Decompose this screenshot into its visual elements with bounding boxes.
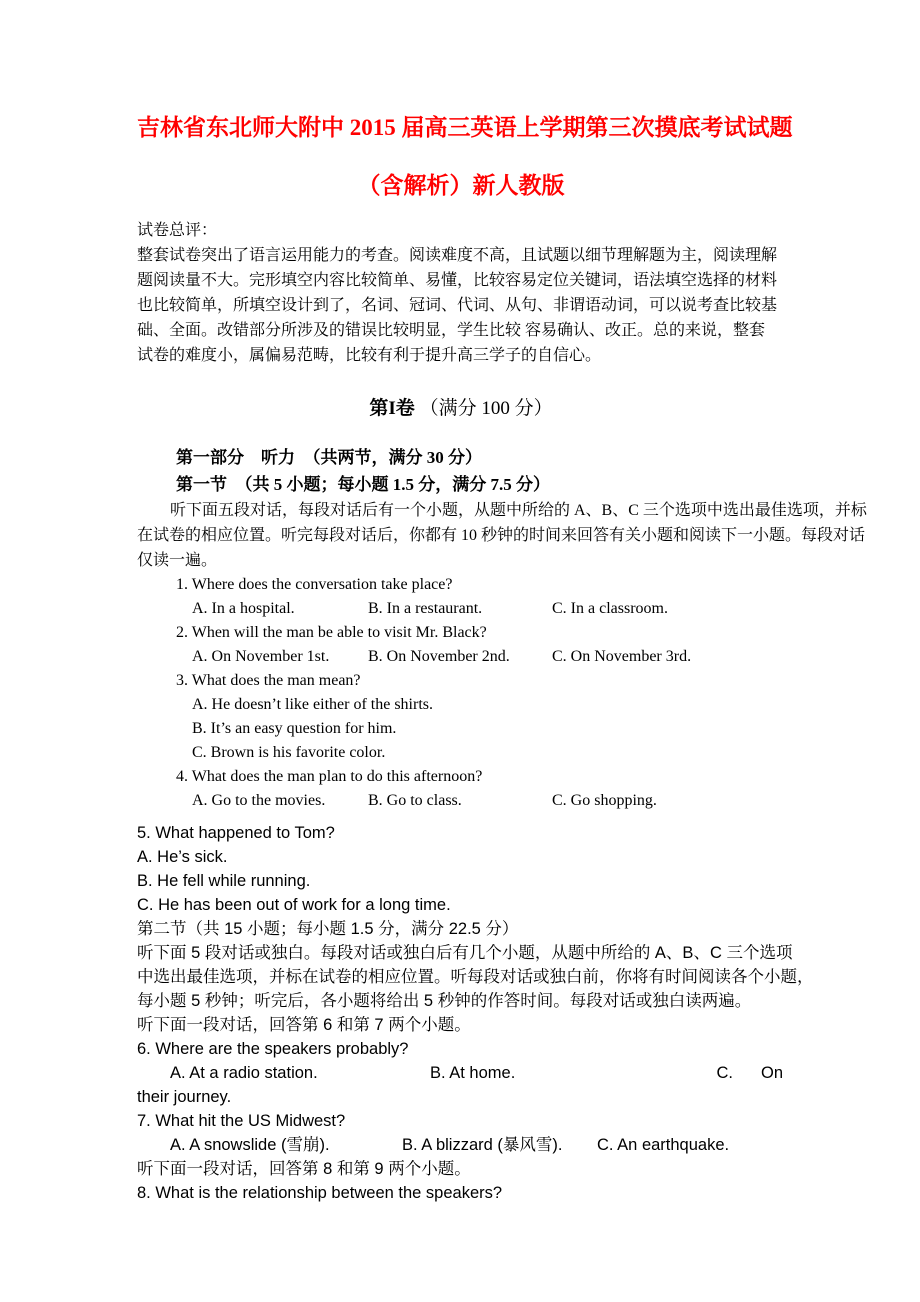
section2-heading: 第二节（共 15 小题；每小题 1.5 分，满分 22.5 分）	[137, 920, 519, 938]
question-7-options	[137, 1133, 785, 1157]
instruction-line: 每小题 5 秒钟；听完后，各小题将给出 5 秒钟的作答时间。每段对话或独白读两遍。	[137, 992, 752, 1010]
instruction-line: 中选出最佳选项，并标在试卷的相应位置。听每段对话或独白前，你将有时间阅读各个小题，	[137, 968, 814, 986]
volume-name: 第I卷	[369, 398, 415, 419]
option-b: B. On November 2nd.	[368, 648, 510, 665]
question-8-text: 8. What is the relationship between the speakers?	[137, 1184, 503, 1202]
question-2-text: 2. When will the man be able to visit Mr. Black?	[176, 624, 487, 641]
question-6-text: 6. Where are the speakers probably?	[137, 1040, 409, 1058]
overview-text-line: 也比较简单，所填空设计到了，名词、冠词、代词、从句、非谓语动词，可以说考查比较基	[137, 297, 778, 314]
option-c-wrapped-text: their journey.	[137, 1088, 232, 1106]
document-title-line2: （含解析）新人教版	[357, 173, 565, 198]
instruction-line: 听下面 5 段对话或独白。每段对话或独白后有几个小题，从题中所给的 A、B、C 三个选项	[137, 944, 793, 962]
paper-overview	[137, 218, 785, 368]
question-7-text: 7. What hit the US Midwest?	[137, 1112, 346, 1130]
listening-part2-block	[137, 821, 814, 1205]
question-3	[137, 669, 785, 765]
option-a: A. A snowslide (雪崩).	[170, 1136, 330, 1154]
question-4-text: 4. What does the man plan to do this afternoon?	[176, 768, 483, 785]
option-c: C. Brown is his favorite color.	[192, 744, 386, 761]
option-b: B. At home.	[430, 1064, 516, 1082]
question-1	[137, 573, 785, 621]
document-content	[137, 0, 867, 1205]
question-5-text: 5. What happened to Tom?	[137, 824, 335, 842]
option-a: A. At a radio station.	[170, 1064, 318, 1082]
volume-heading	[137, 396, 785, 422]
question-1-text: 1. Where does the conversation take place?	[176, 576, 453, 593]
overview-text-line: 础、全面。改错部分所涉及的错误比较明显，学生比较 容易确认、改正。总的来说，整套	[137, 322, 766, 339]
option-b: B. He fell while running.	[137, 872, 311, 890]
option-a: A. On November 1st.	[192, 648, 330, 665]
instruction-line: 在试卷的相应位置。听完每段对话后，你都有 10 秒钟的时间来回答有关小题和阅读下一小题。每段对话	[137, 527, 866, 544]
option-a: A. Go to the movies.	[192, 792, 326, 809]
lead-in-q6-q7: 听下面一段对话，回答第 6 和第 7 两个小题。	[137, 1016, 471, 1034]
option-a: A. He’s sick.	[137, 848, 228, 866]
option-b: B. Go to class.	[368, 792, 462, 809]
document-title-line1: 吉林省东北师大附中 2015 届高三英语上学期第三次摸底考试试题	[137, 115, 793, 140]
overview-heading: 试卷总评：	[137, 222, 218, 239]
instruction-line: 仅读一遍。	[137, 552, 218, 569]
instruction-line: 听下面五段对话，每段对话后有一个小题，从题中所给的 A、B、C 三个选项中选出最佳选项，并标	[170, 502, 867, 519]
option-c: C. An earthquake.	[597, 1136, 730, 1154]
part1-heading: 第一部分 听力 （共两节，满分 30 分）	[176, 448, 482, 467]
question-1-options	[137, 597, 785, 621]
question-4	[137, 765, 785, 813]
overview-text-line: 试卷的难度小，属偏易范畴，比较有利于提升高三学子的自信心。	[137, 347, 602, 364]
option-c: C. On November 3rd.	[552, 648, 692, 665]
option-a: A. In a hospital.	[192, 600, 295, 617]
section1-instructions	[137, 498, 867, 573]
option-c-label: C.	[716, 1064, 733, 1082]
option-a: A. He doesn’t like either of the shirts.	[192, 696, 433, 713]
option-c-first-word: On	[760, 1064, 783, 1082]
volume-score: （满分 100 分）	[419, 398, 553, 419]
question-3-text: 3. What does the man mean?	[176, 672, 361, 689]
question-2-options	[137, 645, 785, 669]
option-b: B. It’s an easy question for him.	[192, 720, 397, 737]
question-2	[137, 621, 785, 669]
option-c: C. Go shopping.	[552, 792, 657, 809]
overview-text-line: 题阅读量不大。完形填空内容比较简单、易懂，比较容易定位关键词，语法填空选择的材料	[137, 272, 778, 289]
option-c: C. In a classroom.	[552, 600, 668, 617]
lead-in-q8-q9: 听下面一段对话，回答第 8 和第 9 两个小题。	[137, 1160, 471, 1178]
overview-text-line: 整套试卷突出了语言运用能力的考查。阅读难度不高，且试题以细节理解题为主，阅读理解	[137, 247, 778, 264]
question-6-options	[137, 1061, 785, 1085]
section1-heading: 第一节 （共 5 小题；每小题 1.5 分，满分 7.5 分）	[176, 475, 550, 494]
question-4-options	[137, 789, 785, 813]
option-b: B. A blizzard (暴风雪).	[402, 1136, 563, 1154]
option-b: B. In a restaurant.	[368, 600, 483, 617]
option-c: C. He has been out of work for a long time.	[137, 896, 451, 914]
